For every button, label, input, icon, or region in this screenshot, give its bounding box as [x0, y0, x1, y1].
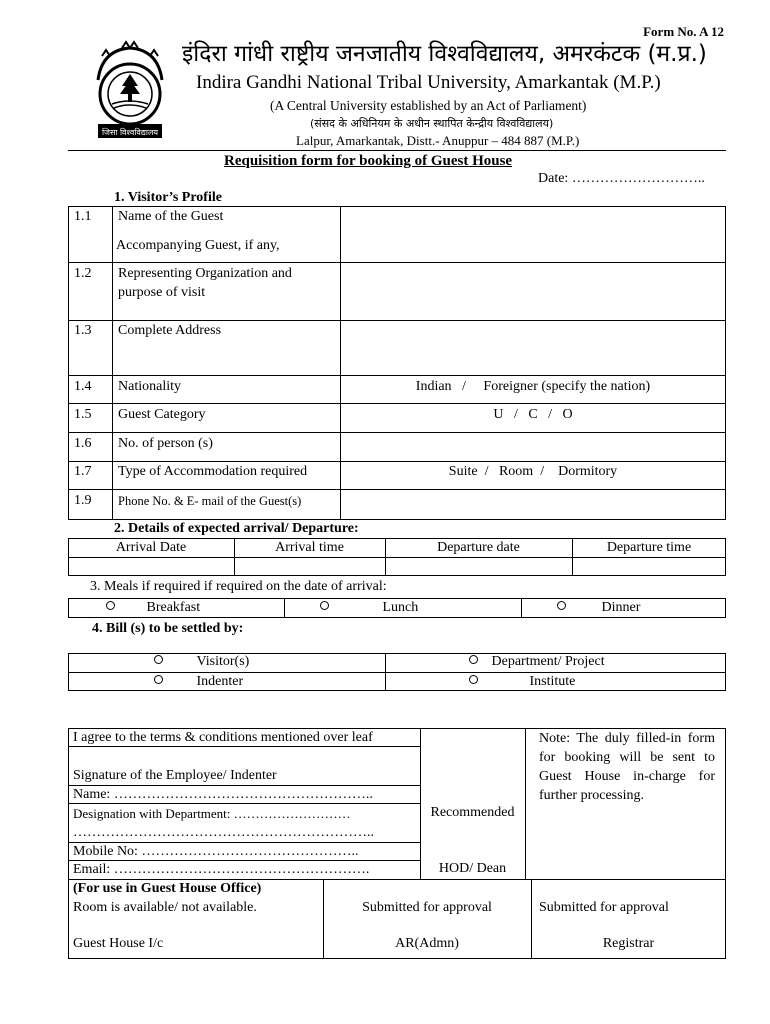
section2-heading: 2. Details of expected arrival/ Departure:: [114, 521, 359, 536]
breakfast-option[interactable]: [106, 600, 200, 616]
radio-circle-icon[interactable]: [154, 655, 163, 664]
radio-circle-icon[interactable]: [154, 675, 163, 684]
radio-circle-icon[interactable]: [320, 601, 329, 610]
recommended-label: Recommended: [430, 805, 515, 820]
accommodation-options[interactable]: Suite / Room / Dormitory: [448, 464, 618, 479]
guest-category-label: Guest Category: [118, 407, 206, 422]
arrival-date-field[interactable]: [69, 558, 233, 575]
radio-circle-icon[interactable]: [106, 601, 115, 610]
university-logo: [92, 40, 168, 142]
terms-agreement: I agree to the terms & conditions mentioned over leaf: [73, 730, 373, 745]
guest-name-field[interactable]: [342, 208, 724, 260]
row-number: 1.7: [74, 464, 92, 479]
radio-circle-icon[interactable]: [469, 655, 478, 664]
dinner-label: Dinner: [601, 600, 641, 615]
name-field[interactable]: Name: ………………………………………………..: [73, 787, 373, 802]
date-field[interactable]: Date: ………………………..: [538, 171, 705, 186]
section4-heading: 4. Bill (s) to be settled by:: [92, 621, 244, 636]
institute-label: Institute: [529, 674, 576, 689]
department-option[interactable]: [469, 654, 605, 670]
guest-category-options[interactable]: U / C / O: [493, 407, 573, 422]
submitted-for-approval-1: Submitted for approval: [362, 900, 492, 915]
persons-label: No. of person (s): [118, 436, 213, 451]
arrival-time-header: Arrival time: [275, 540, 344, 555]
phone-email-field[interactable]: [342, 491, 724, 518]
section1-heading: 1. Visitor’s Profile: [114, 190, 222, 205]
indenter-option[interactable]: [154, 674, 243, 690]
university-subtitle: (A Central University established by an Act of Parliament): [270, 98, 587, 113]
organization-label: Representing Organization and: [118, 266, 292, 281]
nationality-options[interactable]: Indian / Foreigner (specify the nation): [415, 379, 651, 394]
section3-heading: 3. Meals if required if required on the date of arrival:: [90, 579, 387, 594]
organization-field[interactable]: [342, 264, 724, 318]
radio-circle-icon[interactable]: [557, 601, 566, 610]
lunch-label: Lunch: [382, 600, 419, 615]
accompanying-guest-label: Accompanying Guest, if any,: [116, 238, 280, 253]
signature-label[interactable]: Signature of the Employee/ Indenter: [73, 768, 277, 783]
lunch-option[interactable]: [320, 600, 418, 616]
row-number: 1.1: [74, 209, 92, 224]
department-label: Department/ Project: [491, 654, 605, 669]
institute-option[interactable]: [469, 674, 575, 690]
persons-field[interactable]: [342, 434, 724, 459]
arrival-date-header: Arrival Date: [115, 540, 187, 555]
indenter-label: Indenter: [196, 674, 244, 689]
purpose-label: purpose of visit: [118, 285, 206, 300]
guest-house-ic-label: Guest House I/c: [73, 936, 164, 951]
logo-ribbon-text: जिसा विश्वविद्यालय: [101, 128, 159, 137]
arrival-time-field[interactable]: [235, 558, 384, 575]
row-number: 1.4: [74, 379, 92, 394]
accommodation-label: Type of Accommodation required: [118, 464, 308, 479]
form-number: Form No. A 12: [643, 24, 724, 39]
university-subtitle-hindi: (संसद के अधिनियम के अधीन स्थापित केन्द्रीय विश्वविद्यालय): [310, 117, 554, 130]
email-field[interactable]: Email: ……………………………………………….: [73, 862, 370, 877]
university-name-hindi: इंदिरा गांधी राष्ट्रीय जनजातीय विश्वविद्यालय, अमरकंटक (म.प्र.): [182, 41, 707, 67]
row-number: 1.2: [74, 266, 92, 281]
designation-continuation[interactable]: ………………………………………………………..: [73, 825, 374, 840]
address-field[interactable]: [342, 322, 724, 373]
departure-date-header: Departure date: [437, 540, 520, 555]
dinner-option[interactable]: [557, 600, 640, 616]
university-name-english: Indira Gandhi National Tribal University, Amarkantak (M.P.): [196, 72, 661, 93]
submitted-for-approval-2: Submitted for approval: [539, 900, 669, 915]
university-address: Lalpur, Amarkantak, Distt.- Anuppur – 484 887 (M.P.): [296, 133, 580, 148]
row-number: 1.5: [74, 407, 92, 422]
office-use-heading: (For use in Guest House Office): [73, 881, 262, 896]
phone-email-label: Phone No. & E- mail of the Guest(s): [118, 494, 302, 508]
guest-name-label: Name of the Guest: [118, 209, 224, 224]
radio-circle-icon[interactable]: [469, 675, 478, 684]
registrar-label: Registrar: [602, 936, 655, 951]
hod-dean-label: HOD/ Dean: [438, 861, 507, 876]
departure-date-field[interactable]: [386, 558, 571, 575]
designation-field[interactable]: Designation with Department: ………………………: [73, 806, 351, 821]
address-label: Complete Address: [118, 323, 222, 338]
form-title: Requisition form for booking of Guest House: [224, 153, 513, 169]
row-number: 1.3: [74, 323, 92, 338]
visitor-label: Visitor(s): [196, 654, 250, 669]
departure-time-header: Departure time: [606, 540, 692, 555]
breakfast-label: Breakfast: [146, 600, 201, 615]
ar-admn-label: AR(Admn): [395, 936, 459, 951]
processing-note: Note: The duly filled-in form for booking will be sent to Guest House in-charge for further processing.: [539, 731, 715, 803]
row-number: 1.6: [74, 436, 92, 451]
visitor-option[interactable]: [154, 654, 249, 670]
room-availability[interactable]: Room is available/ not available.: [73, 900, 257, 915]
mobile-field[interactable]: Mobile No: ………………………………………..: [73, 844, 359, 859]
row-number: 1.9: [74, 493, 92, 508]
header-divider: [68, 150, 726, 151]
departure-time-field[interactable]: [573, 558, 725, 575]
nationality-label: Nationality: [118, 379, 181, 394]
